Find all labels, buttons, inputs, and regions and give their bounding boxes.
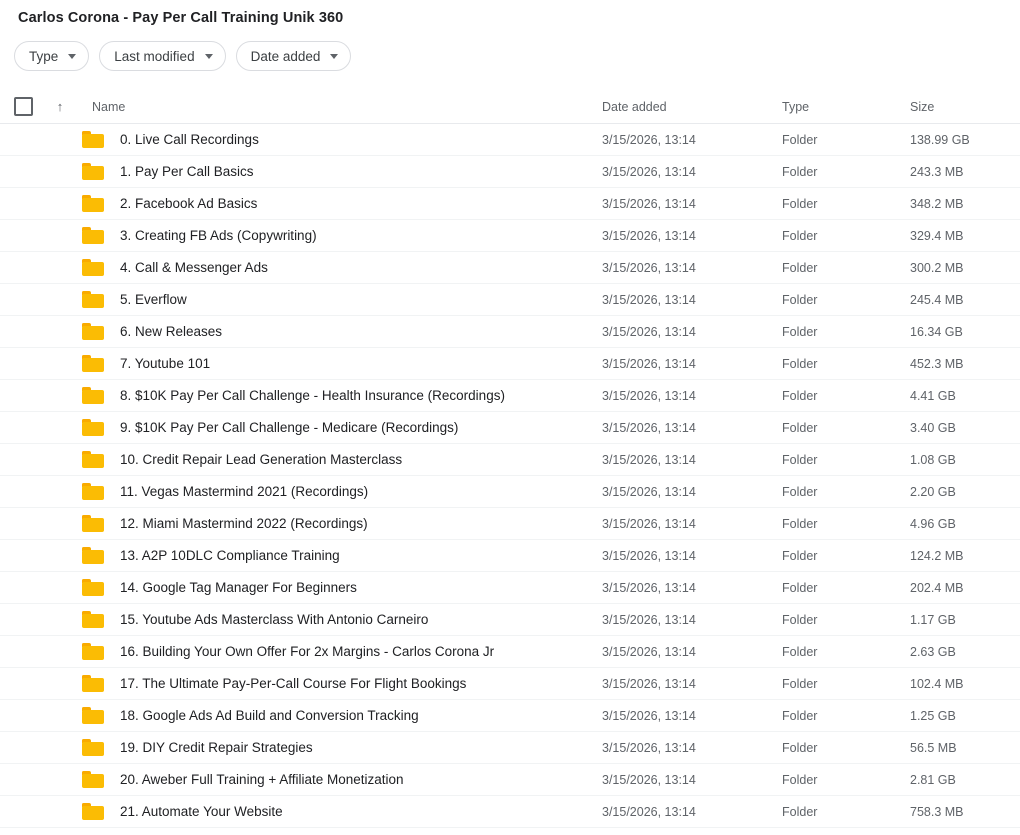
row-date-added: 3/15/2026, 13:14	[602, 516, 696, 531]
filter-type[interactable]	[14, 41, 89, 71]
row-type: Folder	[782, 324, 818, 339]
table-row[interactable]	[0, 764, 1020, 796]
row-name: 16. Building Your Own Offer For 2x Margins - Carlos Corona Jr	[120, 644, 495, 659]
row-type: Folder	[782, 740, 818, 755]
row-type: Folder	[782, 420, 818, 435]
filter-last-modified[interactable]	[99, 41, 225, 71]
table-row[interactable]	[0, 636, 1020, 668]
row-type: Folder	[782, 260, 818, 275]
row-name: 10. Credit Repair Lead Generation Masterclass	[120, 452, 403, 467]
table-row[interactable]	[0, 284, 1020, 316]
row-date-added: 3/15/2026, 13:14	[602, 612, 696, 627]
row-name: 6. New Releases	[120, 324, 223, 339]
folder-icon	[82, 259, 104, 276]
column-header-name[interactable]: Name	[92, 99, 126, 114]
row-size: 4.96 GB	[910, 516, 956, 531]
folder-icon	[82, 483, 104, 500]
row-type: Folder	[782, 612, 818, 627]
filter-last-modified-label: Last modified	[114, 48, 195, 64]
row-name: 2. Facebook Ad Basics	[120, 196, 258, 211]
row-name: 17. The Ultimate Pay-Per-Call Course For Flight Bookings	[120, 676, 467, 691]
folder-icon	[82, 675, 104, 692]
table-row[interactable]	[0, 700, 1020, 732]
row-date-added: 3/15/2026, 13:14	[602, 676, 696, 691]
table-row[interactable]	[0, 348, 1020, 380]
table-row[interactable]	[0, 444, 1020, 476]
row-name: 8. $10K Pay Per Call Challenge - Health Insurance (Recordings)	[120, 388, 505, 403]
row-date-added: 3/15/2026, 13:14	[602, 484, 696, 499]
row-name-cell	[74, 227, 602, 244]
row-name-cell	[74, 547, 602, 564]
row-name-cell	[74, 387, 602, 404]
folder-icon	[82, 419, 104, 436]
row-date-added: 3/15/2026, 13:14	[602, 772, 696, 787]
row-size: 202.4 MB	[910, 580, 964, 595]
row-type: Folder	[782, 804, 818, 819]
row-type: Folder	[782, 132, 818, 147]
folder-icon	[82, 131, 104, 148]
row-name-cell	[74, 707, 602, 724]
row-size: 452.3 MB	[910, 356, 964, 371]
column-header-size[interactable]: Size	[910, 99, 935, 114]
table-row[interactable]	[0, 732, 1020, 764]
table-row[interactable]	[0, 156, 1020, 188]
file-list	[0, 124, 1020, 828]
row-name-cell	[74, 323, 602, 340]
row-name: 19. DIY Credit Repair Strategies	[120, 740, 313, 755]
table-row[interactable]	[0, 316, 1020, 348]
row-size: 2.81 GB	[910, 772, 956, 787]
table-row[interactable]	[0, 124, 1020, 156]
row-name-cell	[74, 739, 602, 756]
folder-icon	[82, 771, 104, 788]
chevron-down-icon	[330, 54, 338, 59]
row-name: 15. Youtube Ads Masterclass With Antonio Carneiro	[120, 612, 429, 627]
table-row[interactable]	[0, 476, 1020, 508]
row-size: 102.4 MB	[910, 676, 964, 691]
row-date-added: 3/15/2026, 13:14	[602, 548, 696, 563]
row-size: 56.5 MB	[910, 740, 957, 755]
folder-icon	[82, 323, 104, 340]
row-size: 329.4 MB	[910, 228, 964, 243]
row-type: Folder	[782, 164, 818, 179]
row-name-cell	[74, 195, 602, 212]
row-size: 1.17 GB	[910, 612, 956, 627]
row-name-cell	[74, 579, 602, 596]
row-name-cell	[74, 803, 602, 820]
row-date-added: 3/15/2026, 13:14	[602, 644, 696, 659]
folder-icon	[82, 355, 104, 372]
folder-icon	[82, 195, 104, 212]
table-row[interactable]	[0, 380, 1020, 412]
folder-icon	[82, 579, 104, 596]
row-type: Folder	[782, 676, 818, 691]
row-name: 1. Pay Per Call Basics	[120, 164, 254, 179]
row-name: 20. Aweber Full Training + Affiliate Monetization	[120, 772, 404, 787]
folder-icon	[82, 803, 104, 820]
row-date-added: 3/15/2026, 13:14	[602, 388, 696, 403]
table-header	[0, 90, 1020, 124]
row-name-cell	[74, 259, 602, 276]
row-name: 13. A2P 10DLC Compliance Training	[120, 548, 340, 563]
row-size: 1.25 GB	[910, 708, 956, 723]
folder-icon	[82, 387, 104, 404]
folder-icon	[82, 515, 104, 532]
row-name-cell	[74, 611, 602, 628]
row-name: 12. Miami Mastermind 2022 (Recordings)	[120, 516, 368, 531]
row-date-added: 3/15/2026, 13:14	[602, 228, 696, 243]
row-type: Folder	[782, 452, 818, 467]
row-date-added: 3/15/2026, 13:14	[602, 804, 696, 819]
row-name: 0. Live Call Recordings	[120, 132, 259, 147]
row-date-added: 3/15/2026, 13:14	[602, 324, 696, 339]
filter-date-added-label: Date added	[250, 48, 321, 64]
row-size: 16.34 GB	[910, 324, 963, 339]
row-type: Folder	[782, 292, 818, 307]
row-size: 243.3 MB	[910, 164, 964, 179]
folder-icon	[82, 739, 104, 756]
table-row[interactable]	[0, 796, 1020, 828]
row-date-added: 3/15/2026, 13:14	[602, 132, 696, 147]
chevron-down-icon	[205, 54, 213, 59]
row-type: Folder	[782, 228, 818, 243]
table-row[interactable]	[0, 188, 1020, 220]
row-date-added: 3/15/2026, 13:14	[602, 420, 696, 435]
row-name-cell	[74, 419, 602, 436]
folder-icon	[82, 643, 104, 660]
table-row[interactable]	[0, 572, 1020, 604]
row-date-added: 3/15/2026, 13:14	[602, 260, 696, 275]
row-type: Folder	[782, 708, 818, 723]
row-date-added: 3/15/2026, 13:14	[602, 708, 696, 723]
table-row[interactable]	[0, 668, 1020, 700]
row-name-cell	[74, 451, 602, 468]
row-name: 11. Vegas Mastermind 2021 (Recordings)	[120, 484, 369, 499]
row-name-cell	[74, 515, 602, 532]
row-type: Folder	[782, 772, 818, 787]
row-name: 9. $10K Pay Per Call Challenge - Medicare (Recordings)	[120, 420, 459, 435]
column-header-date-added[interactable]: Date added	[602, 99, 667, 114]
row-size: 124.2 MB	[910, 548, 964, 563]
folder-icon	[82, 227, 104, 244]
row-date-added: 3/15/2026, 13:14	[602, 164, 696, 179]
sort-arrow-icon[interactable]: ↑	[56, 99, 64, 114]
row-name: 21. Automate Your Website	[120, 804, 283, 819]
row-size: 2.20 GB	[910, 484, 956, 499]
row-type: Folder	[782, 580, 818, 595]
select-all-cell	[0, 97, 46, 116]
column-header-type[interactable]: Type	[782, 99, 810, 114]
row-name: 5. Everflow	[120, 292, 187, 307]
row-name-cell	[74, 643, 602, 660]
row-size: 1.08 GB	[910, 452, 956, 467]
filter-date-added[interactable]	[236, 41, 352, 71]
row-name-cell	[74, 771, 602, 788]
row-name: 4. Call & Messenger Ads	[120, 260, 268, 275]
row-size: 2.63 GB	[910, 644, 956, 659]
row-size: 348.2 MB	[910, 196, 964, 211]
table-row[interactable]	[0, 412, 1020, 444]
row-size: 3.40 GB	[910, 420, 956, 435]
table-row[interactable]	[0, 604, 1020, 636]
row-name-cell	[74, 131, 602, 148]
row-date-added: 3/15/2026, 13:14	[602, 356, 696, 371]
page-title: Carlos Corona - Pay Per Call Training Unik 360	[18, 10, 344, 26]
row-date-added: 3/15/2026, 13:14	[602, 292, 696, 307]
row-type: Folder	[782, 548, 818, 563]
table-row[interactable]	[0, 220, 1020, 252]
filter-bar	[0, 26, 1020, 72]
row-name: 3. Creating FB Ads (Copywriting)	[120, 228, 317, 243]
row-size: 300.2 MB	[910, 260, 964, 275]
row-type: Folder	[782, 484, 818, 499]
row-type: Folder	[782, 644, 818, 659]
folder-icon	[82, 611, 104, 628]
row-type: Folder	[782, 388, 818, 403]
row-name-cell	[74, 355, 602, 372]
table-row[interactable]	[0, 252, 1020, 284]
row-name-cell	[74, 483, 602, 500]
folder-icon	[82, 291, 104, 308]
chevron-down-icon	[68, 54, 76, 59]
row-date-added: 3/15/2026, 13:14	[602, 580, 696, 595]
table-row[interactable]	[0, 540, 1020, 572]
folder-icon	[82, 163, 104, 180]
row-name: 7. Youtube 101	[120, 356, 211, 371]
row-name-cell	[74, 291, 602, 308]
row-size: 138.99 GB	[910, 132, 970, 147]
filter-type-label: Type	[29, 48, 59, 64]
folder-icon	[82, 547, 104, 564]
row-date-added: 3/15/2026, 13:14	[602, 740, 696, 755]
select-all-checkbox[interactable]	[14, 97, 33, 116]
row-date-added: 3/15/2026, 13:14	[602, 196, 696, 211]
row-type: Folder	[782, 516, 818, 531]
row-date-added: 3/15/2026, 13:14	[602, 452, 696, 467]
row-name-cell	[74, 675, 602, 692]
row-size: 245.4 MB	[910, 292, 964, 307]
row-type: Folder	[782, 356, 818, 371]
row-type: Folder	[782, 196, 818, 211]
folder-icon	[82, 707, 104, 724]
row-size: 4.41 GB	[910, 388, 956, 403]
row-size: 758.3 MB	[910, 804, 964, 819]
folder-icon	[82, 451, 104, 468]
row-name: 14. Google Tag Manager For Beginners	[120, 580, 357, 595]
row-name: 18. Google Ads Ad Build and Conversion Tracking	[120, 708, 419, 723]
row-name-cell	[74, 163, 602, 180]
table-row[interactable]	[0, 508, 1020, 540]
